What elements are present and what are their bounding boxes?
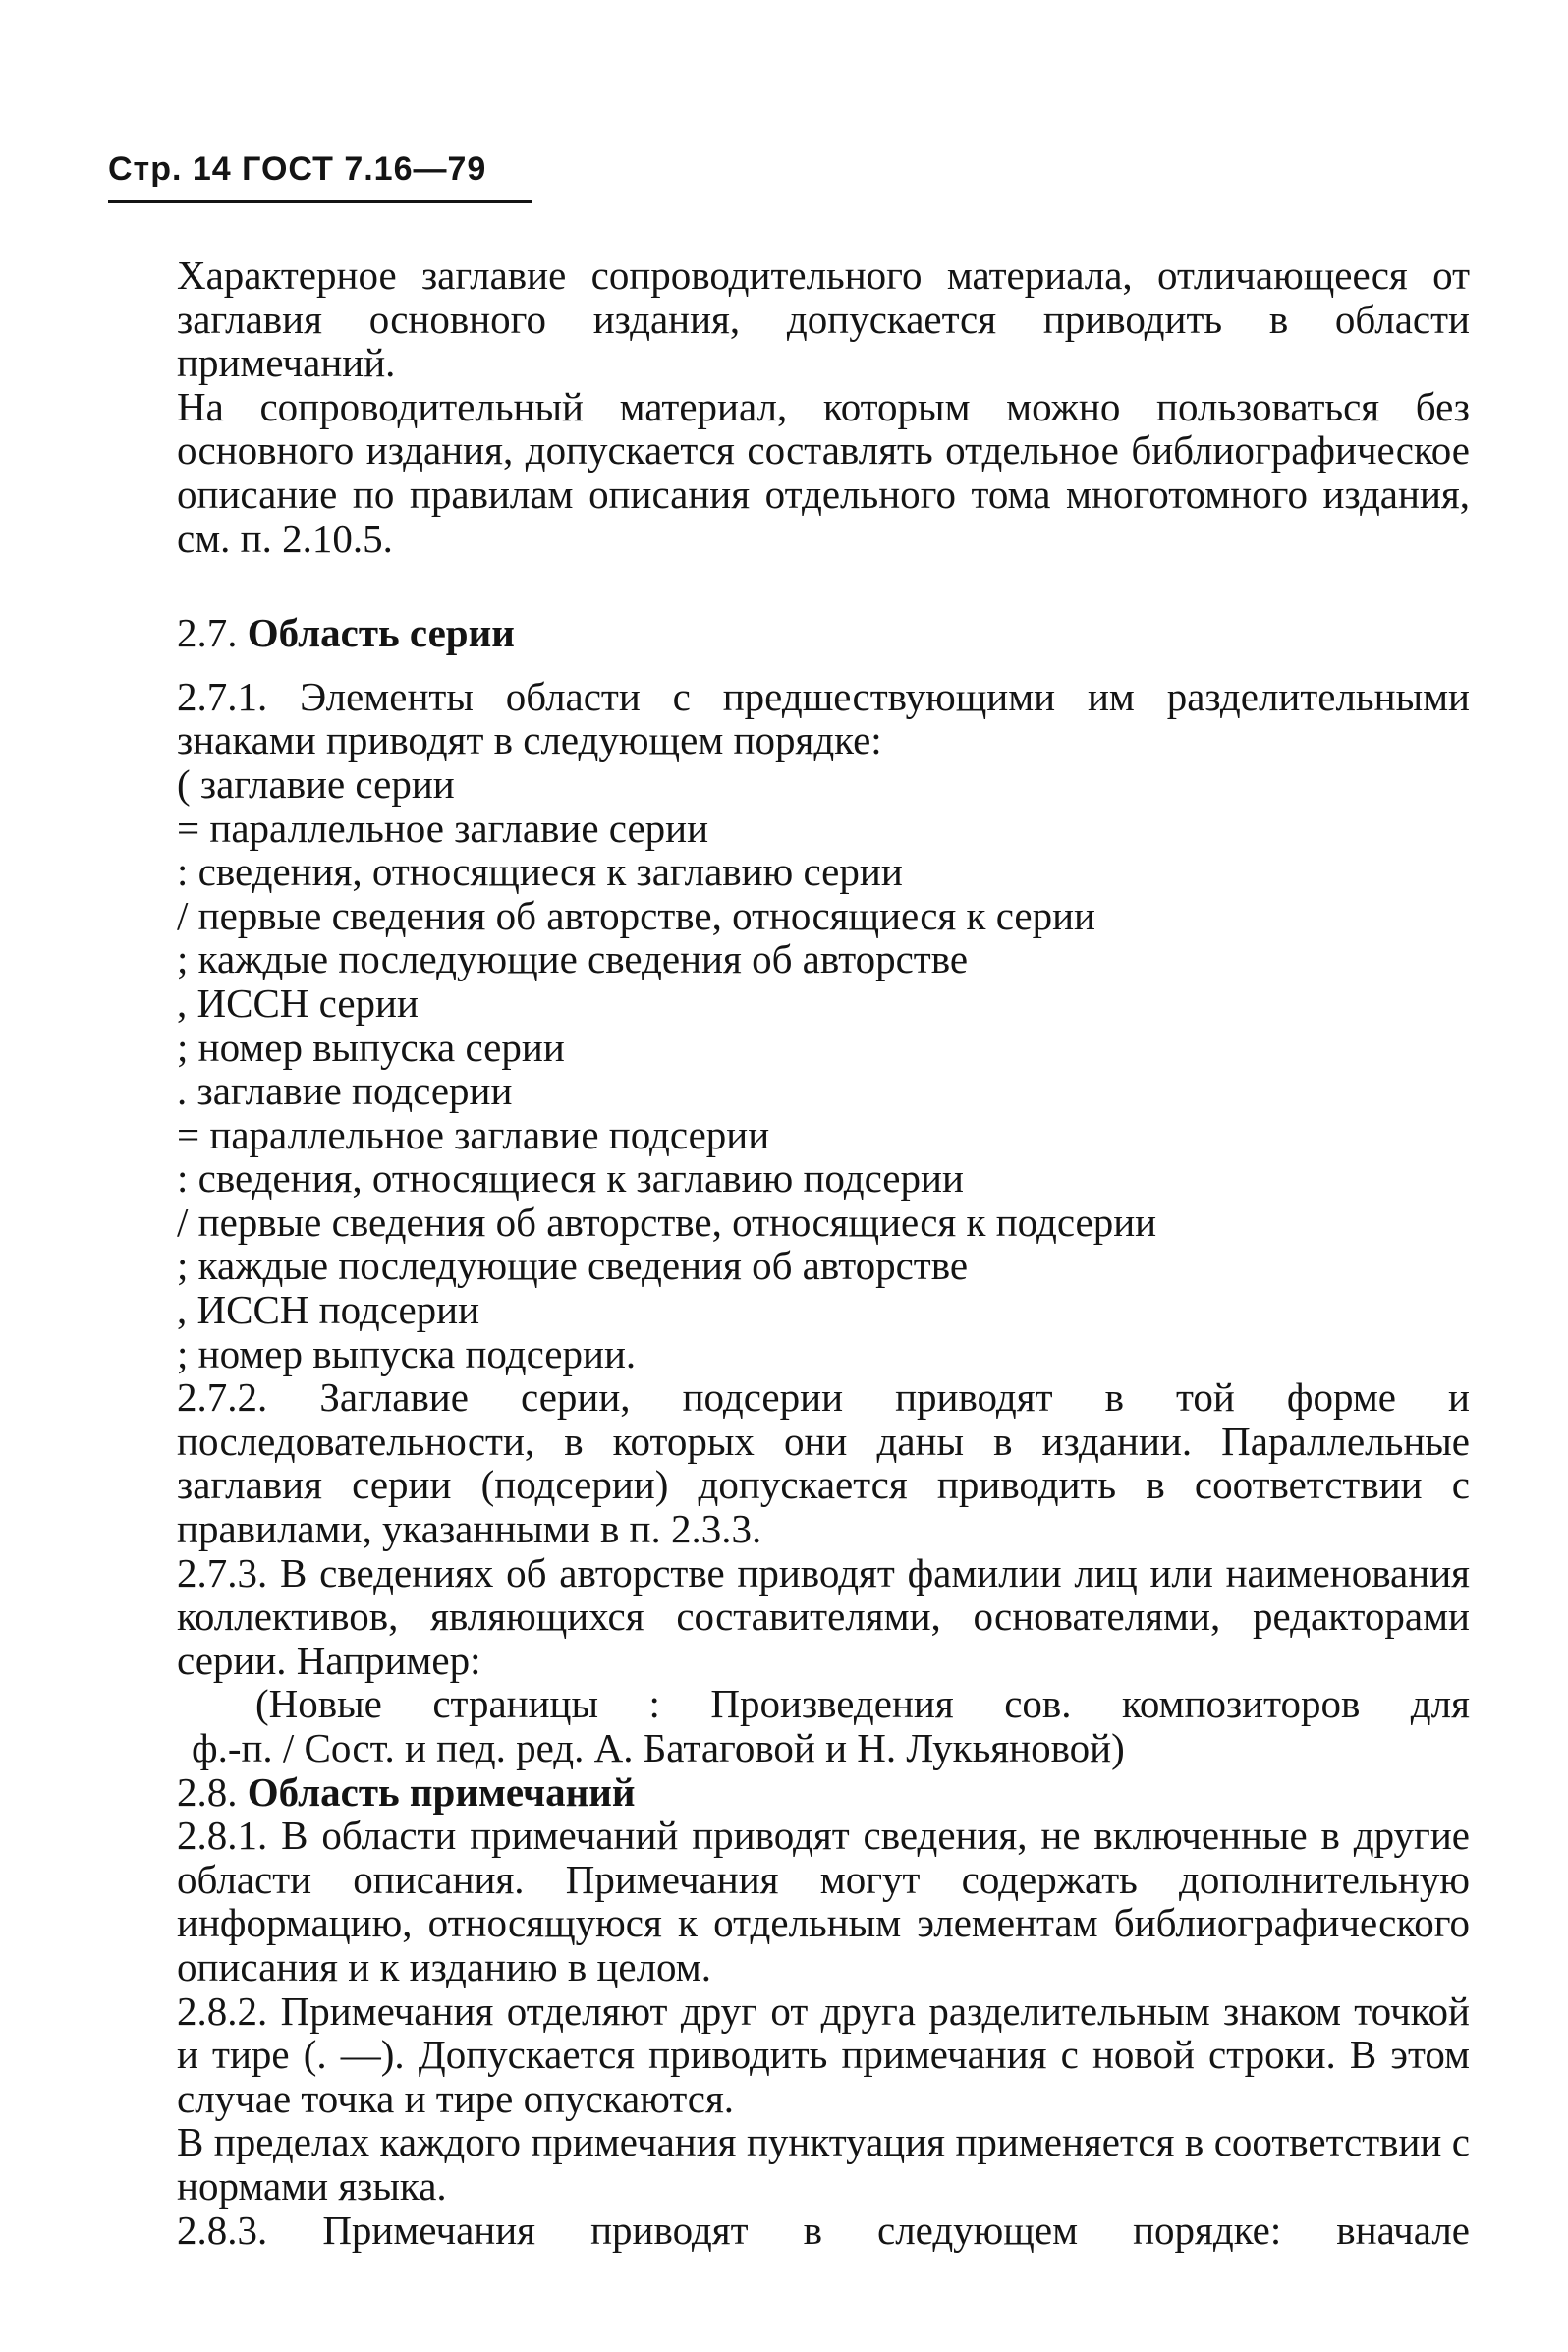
section-heading-2-8 [177,1770,1470,1815]
paragraph-accompanying-title [0,253,1470,385]
example-block-continued [0,1726,1470,1770]
clause-2-8-1 [0,1814,1470,1988]
clause-text: 2.8.2. Примечания отделяют друг от друга разделительным знаком точкой и тире (. —). Допускается приводить примечания с новой строки. В этом случае точка и тире опускаются. [177,1988,1470,2121]
clause-2-8-3 [0,2209,1470,2253]
list-item: . заглавие подсерии [177,1068,513,1114]
list-item: / первые сведения об авторстве, относящиеся к подсерии [177,1199,1157,1245]
list-item: ; номер выпуска серии [177,1024,565,1070]
clause-2-8-2 [0,1989,1470,2121]
clause-2-7-1 [0,675,1470,762]
list-item: ; каждые последующие сведения об авторстве [177,1243,969,1289]
header-rule [108,200,532,203]
list-item: , ИССН подсерии [177,1287,480,1333]
list-item: : сведения, относящиеся к заглавию подсерии [177,1155,964,1202]
section-number: 2.8. [177,1768,238,1815]
series-elements-list [0,762,1470,1375]
example-block [177,1682,1470,1726]
clause-text: 2.8.1. В области примечаний приводят сведения, не включенные в другие области описания. Примечания могут содержать дополнительную информацию, относящуюся к отдельным элементам библиографического описания и к изданию в целом. [177,1813,1470,1989]
list-item: , ИССН серии [177,980,419,1026]
clause-2-8-2-continued [0,2120,1470,2208]
list-item: / первые сведения об авторстве, относящиеся к серии [177,892,1095,938]
clause-2-7-3 [0,1551,1470,1683]
list-item: ; номер выпуска подсерии. [177,1330,637,1376]
section-heading-2-7 [177,611,1470,655]
list-item: ( заглавие серии [177,760,455,807]
clause-text: 2.7.3. В сведениях об авторстве приводят фамилии лиц или наименования коллективов, являющихся составителями, основателями, редакторами серии. Например: [177,1549,1470,1683]
clause-text: 2.7.1. Элементы области с предшествующими им разделительными знаками приводят в следующем порядке: [177,673,1470,763]
clause-2-7-2 [0,1375,1470,1550]
section-title: Область серии [247,610,515,656]
list-item: ; каждые последующие сведения об авторстве [177,936,969,982]
running-header: Стр. 14 ГОСТ 7.16—79 [108,150,487,188]
list-item: = параллельное заглавие серии [177,805,709,851]
section-title: Область примечаний [247,1768,636,1815]
body-text [177,253,1470,2252]
paragraph-text: На сопроводительный материал, которым можно пользоваться без основного издания, допускается составлять отдельное библиографическое описание по правилам описания отдельного тома многотомного издания, см. п. 2.10.5. [177,383,1470,561]
paragraph-text: Характерное заглавие сопроводительного материала, отличающееся от заглавия основного издания, допускается приводить в области примечаний. [177,252,1470,386]
paragraph-separate-description [0,385,1470,560]
list-item: : сведения, относящиеся к заглавию серии [177,849,903,895]
clause-text: В пределах каждого примечания пунктуация применяется в соответствии с нормами языка. [177,2119,1470,2209]
example-line: (Новые страницы : Произведения сов. композиторов для [255,1681,1470,1727]
example-line: ф.-п. / Сост. и пед. ред. А. Батаговой и Н. Лукьяновой) [192,1725,1125,1770]
clause-text: 2.8.3. Примечания приводят в следующем порядке: вначале [177,2207,1470,2253]
section-number: 2.7. [177,610,238,656]
list-item: = параллельное заглавие подсерии [177,1111,770,1157]
clause-text: 2.7.2. Заглавие серии, подсерии приводят в той форме и последовательности, в которых они даны в издании. Параллельные заглавия серии (подсерии) допускается приводить в соответствии с правилами, указанными в п. 2.3.3. [177,1374,1470,1552]
